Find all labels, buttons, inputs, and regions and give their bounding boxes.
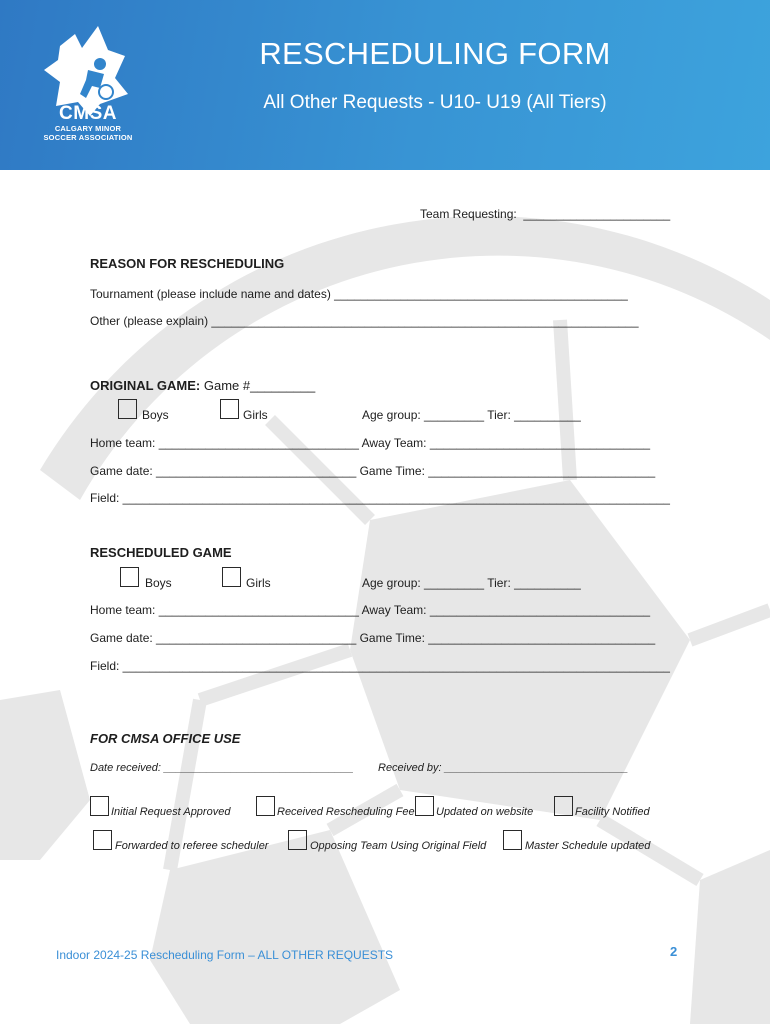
master-schedule-label: Master Schedule updated: [525, 840, 651, 852]
received-fee-label: Received Rescheduling Fee: [277, 806, 415, 818]
original-boys-label: Boys: [142, 408, 169, 422]
logo-name-line1: CALGARY MINOR: [54, 124, 122, 133]
rescheduled-age-tier-field[interactable]: Age group: _________ Tier: __________: [362, 576, 581, 590]
form-title: RESCHEDULING FORM: [259, 36, 611, 71]
rescheduled-game-heading: RESCHEDULED GAME: [90, 545, 232, 560]
reason-heading: REASON FOR RESCHEDULING: [90, 256, 285, 271]
opposing-team-checkbox[interactable]: [288, 830, 307, 850]
original-age-tier-field[interactable]: Age group: _________ Tier: __________: [362, 408, 581, 422]
team-requesting-field[interactable]: Team Requesting: ______________________: [420, 207, 671, 221]
other-reason-field[interactable]: Other (please explain) ________________________________________________________________: [90, 314, 639, 328]
form-subtitle: All Other Requests - U10- U19 (All Tiers): [263, 92, 607, 113]
date-received-field[interactable]: Date received: _______________________________: [90, 762, 354, 774]
footer-text: Indoor 2024-25 Rescheduling Form – ALL OTHER REQUESTS: [56, 948, 394, 962]
original-teams-field[interactable]: Home team: ______________________________ Away Team: _________________________________: [90, 436, 651, 450]
rescheduled-boys-checkbox[interactable]: [120, 567, 139, 587]
rescheduled-boys-label: Boys: [145, 576, 172, 590]
rescheduled-field-field[interactable]: Field: __________________________________________________________________________________: [90, 659, 670, 673]
tournament-field[interactable]: Tournament (please include name and dates) ____________________________________________: [90, 287, 628, 301]
original-field-field[interactable]: Field: __________________________________________________________________________________: [90, 491, 670, 505]
facility-notified-label: Facility Notified: [575, 806, 650, 818]
opposing-team-label: Opposing Team Using Original Field: [310, 840, 487, 852]
master-schedule-checkbox[interactable]: [503, 830, 522, 850]
rescheduled-date-time-field[interactable]: Game date: ______________________________ Game Time: __________________________________: [90, 631, 656, 645]
received-by-field[interactable]: Received by: ______________________________: [378, 762, 629, 774]
initial-request-approved-checkbox[interactable]: [90, 796, 109, 816]
rescheduled-teams-field[interactable]: Home team: ______________________________ Away Team: _________________________________: [90, 603, 651, 617]
rescheduled-girls-checkbox[interactable]: [222, 567, 241, 587]
original-date-time-field[interactable]: Game date: ______________________________ Game Time: __________________________________: [90, 464, 656, 478]
received-fee-checkbox[interactable]: [256, 796, 275, 816]
forwarded-referee-label: Forwarded to referee scheduler: [115, 840, 269, 852]
original-boys-checkbox[interactable]: [118, 399, 137, 419]
page-number: 2: [670, 944, 678, 959]
original-girls-checkbox[interactable]: [220, 399, 239, 419]
updated-website-checkbox[interactable]: [415, 796, 434, 816]
original-game-label: ORIGINAL GAME:: [90, 378, 201, 393]
office-use-heading: FOR CMSA OFFICE USE: [90, 731, 241, 746]
facility-notified-checkbox[interactable]: [554, 796, 573, 816]
initial-request-approved-label: Initial Request Approved: [111, 806, 231, 818]
rescheduled-girls-label: Girls: [246, 576, 271, 590]
logo-name-line2: SOCCER ASSOCIATION: [43, 133, 133, 142]
logo-abbreviation: CMSA: [59, 103, 117, 124]
game-number-field[interactable]: Game #_________: [200, 378, 316, 393]
forwarded-referee-checkbox[interactable]: [93, 830, 112, 850]
updated-website-label: Updated on website: [436, 806, 534, 818]
original-game-heading: [90, 378, 315, 393]
original-girls-label: Girls: [243, 408, 268, 422]
